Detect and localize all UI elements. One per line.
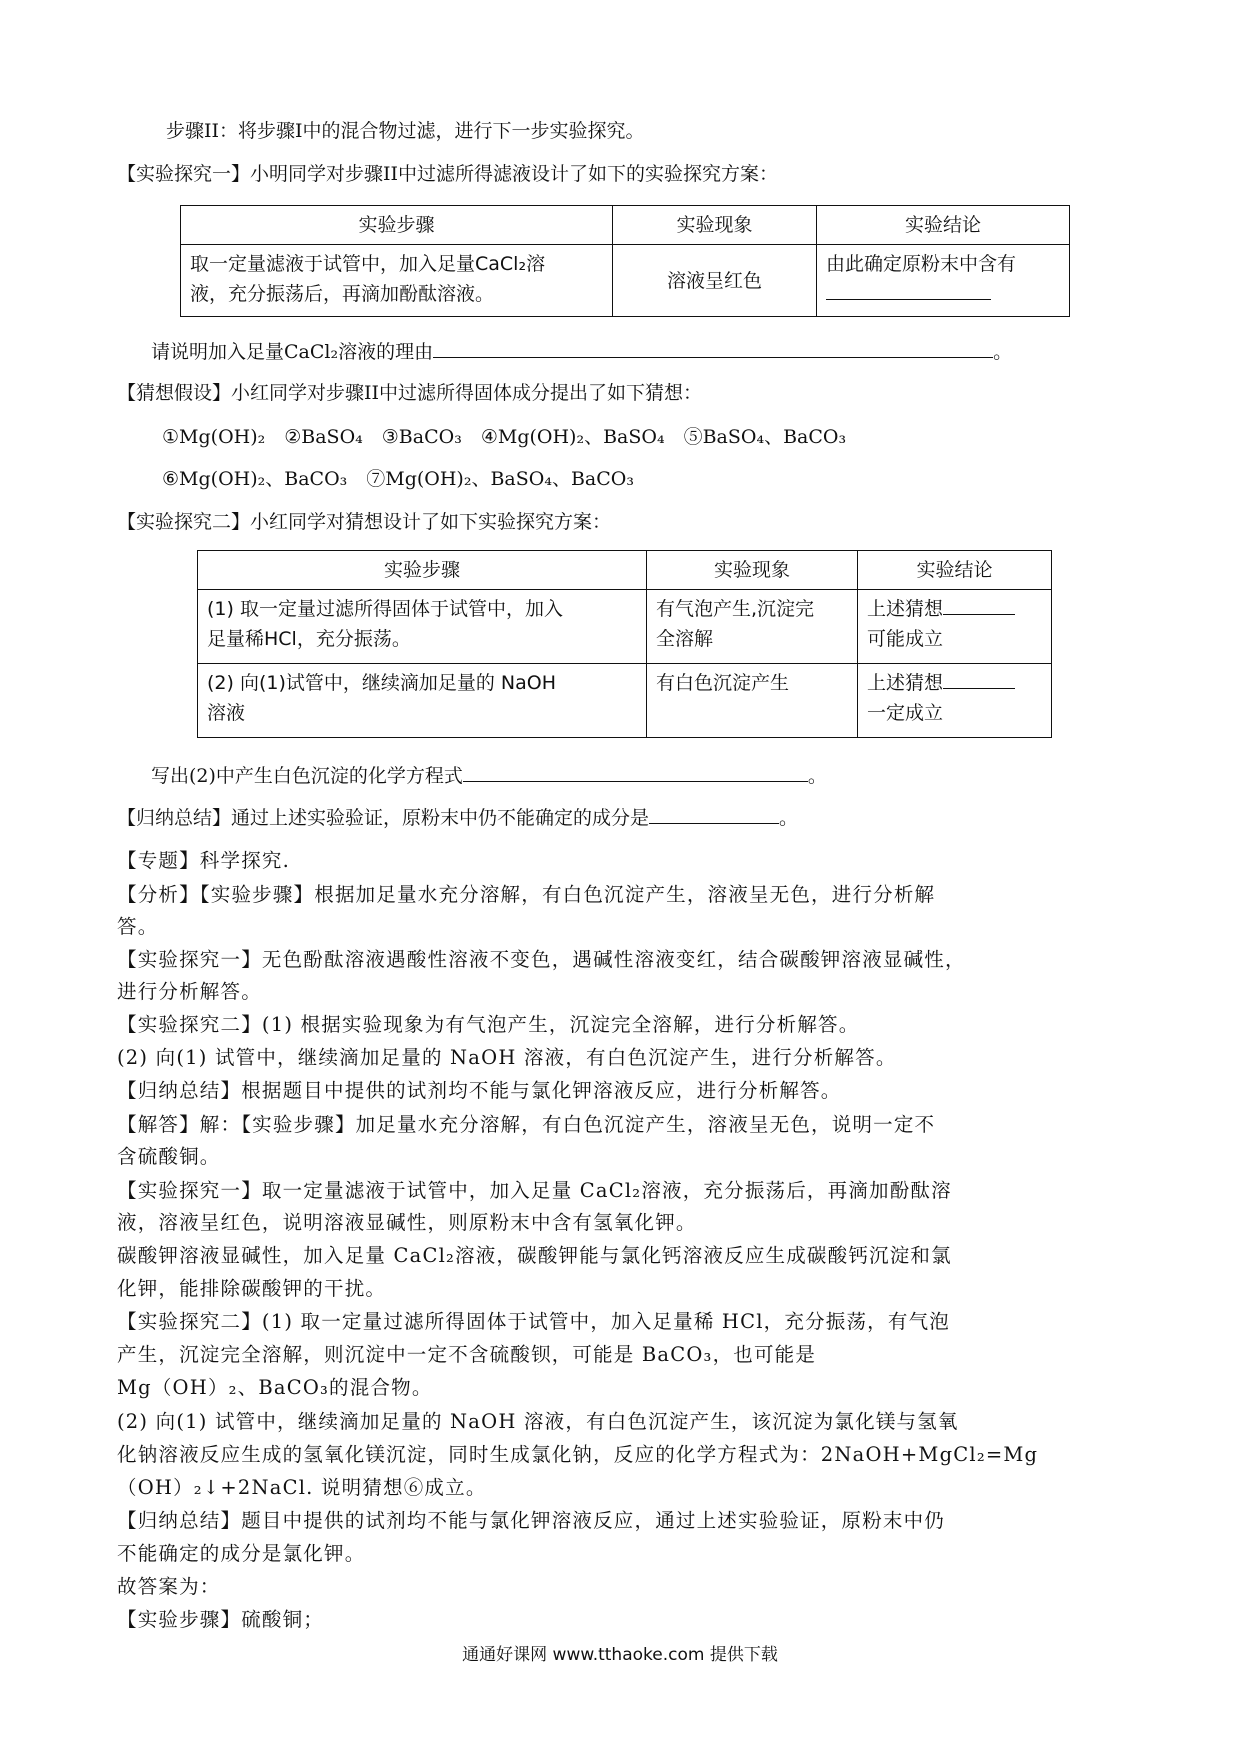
solution-line: 【实验步骤】硫酸铜；: [117, 1608, 325, 1631]
solution-line: 【实验探究二】(1) 根据实验现象为有气泡产生，沉淀完全溶解，进行分析解答。: [117, 1013, 860, 1036]
experiment-table-2: [197, 550, 1052, 738]
solution-line: (2) 向(1) 试管中，继续滴加足量的 NaOH 溶液，有白色沉淀产生，进行分析解答。: [117, 1046, 897, 1069]
footer-credit: 通通好课网 www.tthaoke.com 提供下载: [462, 1645, 778, 1665]
hypothesis-intro: 【猜想假设】小红同学对步骤II中过滤所得固体成分提出了如下猜想：: [117, 382, 703, 404]
exp2-intro: 【实验探究二】小红同学对猜想设计了如下实验探究方案：: [117, 511, 612, 533]
answer-blank[interactable]: [463, 761, 808, 782]
hypotheses-line-2: ⑥Mg(OH)₂、BaCO₃ ⑦Mg(OH)₂、BaSO₄、BaCO₃: [162, 468, 634, 490]
answer-blank[interactable]: [826, 279, 991, 300]
table1-step-cell: 取一定量滤液于试管中，加入足量CaCl₂溶 液，充分振荡后，再滴加酚酞溶液。: [181, 245, 613, 317]
table1-header-phenomenon: 实验现象: [613, 206, 817, 245]
solution-line: 含硫酸铜。: [117, 1145, 221, 1168]
table2-row1-phenomenon: 有气泡产生,沉淀完 全溶解: [647, 590, 858, 664]
solution-line: 【专题】科学探究.: [117, 849, 290, 872]
solution-line: 答。: [117, 915, 159, 938]
answer-blank[interactable]: [943, 668, 1015, 689]
reason-question: 请说明加入足量CaCl₂溶液的理由 。: [151, 337, 1012, 365]
summary-question: 【归纳总结】通过上述实验验证，原粉末中仍不能确定的成分是 。: [117, 803, 798, 831]
solution-line: 液，溶液呈红色，说明溶液显碱性，则原粉末中含有氢氧化钾。: [117, 1211, 697, 1234]
solution-line: 不能确定的成分是氯化钾。: [117, 1542, 366, 1565]
table2-header-phenomenon: 实验现象: [647, 551, 858, 590]
solution-line: 【实验探究二】(1) 取一定量过滤所得固体于试管中，加入足量稀 HCl，充分振荡，有气泡: [117, 1310, 950, 1333]
table2-header-step: 实验步骤: [198, 551, 647, 590]
answer-blank[interactable]: [433, 337, 993, 358]
solution-line: 【分析】【实验步骤】根据加足量水充分溶解，有白色沉淀产生，溶液呈无色，进行分析解: [117, 883, 936, 906]
answer-blank[interactable]: [943, 594, 1015, 615]
solution-line: 【解答】解：【实验步骤】加足量水充分溶解，有白色沉淀产生，溶液呈无色，说明一定不: [117, 1113, 936, 1136]
step2-text: 步骤II：将步骤I中的混合物过滤，进行下一步实验探究。: [166, 120, 645, 142]
equation-question: 写出(2)中产生白色沉淀的化学方程式 。: [151, 761, 827, 789]
table1-header-step: 实验步骤: [181, 206, 613, 245]
table2-row2-phenomenon: 有白色沉淀产生: [647, 664, 858, 738]
experiment-table-1: [180, 205, 1070, 317]
solution-line: 【实验探究一】取一定量滤液于试管中，加入足量 CaCl₂溶液，充分振荡后，再滴加酚酞溶: [117, 1179, 952, 1202]
table1-phenomenon-cell: 溶液呈红色: [613, 245, 817, 317]
solution-line: （OH）₂↓+2NaCl. 说明猜想⑥成立。: [117, 1476, 487, 1499]
table2-row2-step: (2) 向(1)试管中，继续滴加足量的 NaOH 溶液: [198, 664, 647, 738]
solution-line: 化钠溶液反应生成的氢氧化镁沉淀，同时生成氯化钠，反应的化学方程式为：2NaOH+MgCl₂=Mg: [117, 1443, 1039, 1466]
solution-line: Mg（OH）₂、BaCO₃的混合物。: [117, 1376, 433, 1399]
table2-row1-step: (1) 取一定量过滤所得固体于试管中，加入 足量稀HCl，充分振荡。: [198, 590, 647, 664]
hypotheses-line-1: ①Mg(OH)₂ ②BaSO₄ ③BaCO₃ ④Mg(OH)₂、BaSO₄ ⑤BaSO₄、BaCO₃: [162, 426, 847, 448]
table1-conclusion-cell: 由此确定原粉末中含有: [817, 245, 1070, 317]
solution-line: 碳酸钾溶液显碱性，加入足量 CaCl₂溶液，碳酸钾能与氯化钙溶液反应生成碳酸钙沉淀和氯: [117, 1244, 952, 1267]
solution-line: 产生，沉淀完全溶解，则沉淀中一定不含硫酸钡，可能是 BaCO₃，也可能是: [117, 1343, 817, 1366]
solution-line: 化钾，能排除碳酸钾的干扰。: [117, 1277, 387, 1300]
table1-header-conclusion: 实验结论: [817, 206, 1070, 245]
solution-line: 【实验探究一】无色酚酞溶液遇酸性溶液不变色，遇碱性溶液变红，结合碳酸钾溶液显碱性，: [117, 948, 966, 971]
solution-line: (2) 向(1) 试管中，继续滴加足量的 NaOH 溶液，有白色沉淀产生，该沉淀为氯化镁与氢氧: [117, 1410, 959, 1433]
table2-row2-conclusion: 上述猜想 一定成立: [858, 664, 1052, 738]
solution-line: 【归纳总结】题目中提供的试剂均不能与氯化钾溶液反应，通过上述实验验证，原粉末中仍: [117, 1509, 946, 1532]
solution-line: 进行分析解答。: [117, 980, 262, 1003]
exp1-intro: 【实验探究一】小明同学对步骤II中过滤所得滤液设计了如下的实验探究方案：: [117, 163, 779, 185]
table2-header-conclusion: 实验结论: [858, 551, 1052, 590]
table2-row1-conclusion: 上述猜想 可能成立: [858, 590, 1052, 664]
solution-line: 故答案为：: [117, 1575, 221, 1598]
answer-blank[interactable]: [649, 803, 779, 824]
solution-line: 【归纳总结】根据题目中提供的试剂均不能与氯化钾溶液反应，进行分析解答。: [117, 1079, 842, 1102]
